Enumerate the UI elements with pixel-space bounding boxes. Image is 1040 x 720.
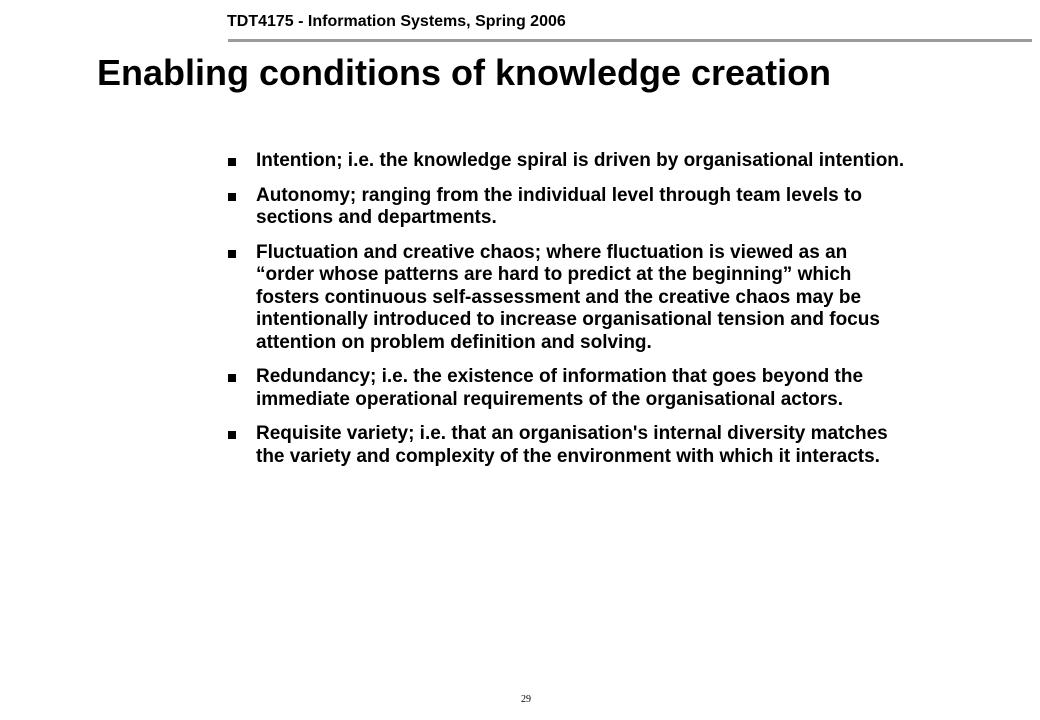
- slide-title: Enabling conditions of knowledge creation: [97, 52, 832, 93]
- bullet-list: [226, 150, 906, 480]
- square-bullet-icon: [228, 250, 236, 258]
- bullet-text: Requisite variety; i.e. that an organisation's internal diversity matches the variety and complexity of the environment with which it interacts.: [256, 423, 888, 467]
- bullet-text: Fluctuation and creative chaos; where fluctuation is viewed as an “order whose patterns are hard to predict at the beginning” which fosters continuous self-assessment and the creative chaos may be intentionally introduced to increase organisational tension and focus attention on problem definition and solving.: [256, 241, 880, 353]
- bullet-text: Intention; i.e. the knowledge spiral is driven by organisational intention.: [256, 150, 905, 171]
- square-bullet-icon: [228, 374, 236, 382]
- bullet-text: Redundancy; i.e. the existence of information that goes beyond the immediate operational requirements of the organisational actors.: [256, 366, 864, 410]
- bullet-item-requisite-variety: [226, 423, 906, 468]
- bullet-item-fluctuation: [226, 242, 906, 355]
- bullet-item-redundancy: [226, 366, 906, 411]
- square-bullet-icon: [228, 193, 236, 201]
- bullet-text: Autonomy; ranging from the individual level through team levels to sections and departments.: [256, 184, 862, 228]
- page-number: 29: [521, 694, 531, 705]
- header-divider: [228, 39, 1032, 42]
- course-header: TDT4175 - Information Systems, Spring 2006: [227, 13, 566, 30]
- square-bullet-icon: [228, 158, 236, 166]
- square-bullet-icon: [228, 431, 236, 439]
- bullet-item-intention: [226, 150, 906, 173]
- bullet-item-autonomy: [226, 185, 906, 230]
